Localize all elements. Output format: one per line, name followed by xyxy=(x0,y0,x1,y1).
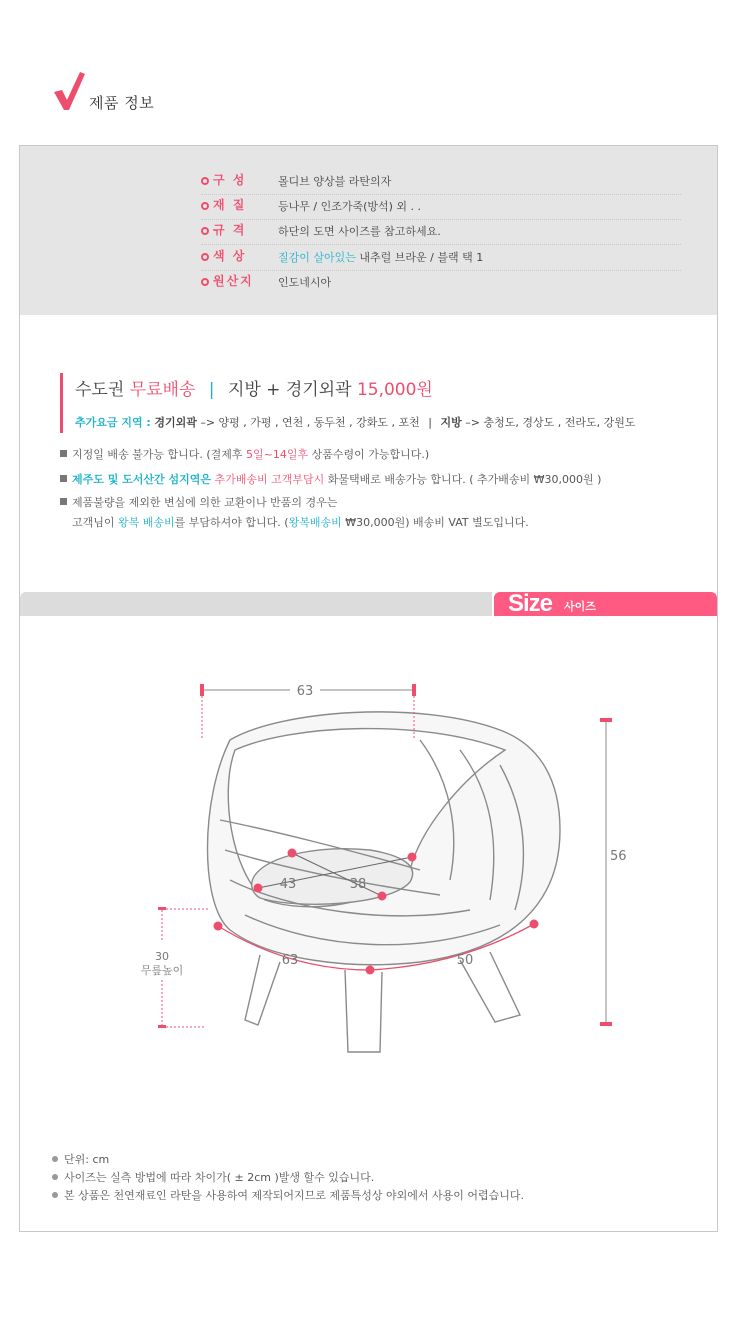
dim-height-label: 56 xyxy=(610,849,627,864)
spec-value: 몰디브 양상블 라탄의자 xyxy=(278,175,392,188)
note-text: 화물택배로 배송가능 합니다. ( 추가배송비 ₩30,000원 ) xyxy=(324,473,602,486)
bullet-icon xyxy=(201,202,209,210)
bullet-icon xyxy=(201,227,209,235)
extra-fee-label: 추가요금 지역 : xyxy=(75,416,151,429)
extra-region-provinces: 지방 xyxy=(440,416,462,429)
bullet-icon xyxy=(201,278,209,286)
bullet-icon xyxy=(201,253,209,261)
spec-value: 인도네시아 xyxy=(278,276,332,289)
note-text: 상품수령이 가능합니다.) xyxy=(308,448,430,461)
footnote-text: 사이즈는 실측 방법에 따라 차이가( ± 2cm )발생 할수 있습니다. xyxy=(64,1171,375,1184)
note-highlight: 5일~14일후 xyxy=(246,448,309,461)
note-highlight: 추가배송비 고객부담시 xyxy=(211,473,325,486)
note-highlight: 왕복배송비 xyxy=(288,516,342,529)
shipping-region-other: 지방 + 경기외곽 xyxy=(227,380,352,400)
separator: | xyxy=(428,416,432,429)
note-text: 지정일 배송 불가능 합니다. (결제후 xyxy=(72,448,247,461)
chair-dimension-diagram xyxy=(120,670,640,1090)
note-highlight: 왕복 배송비 xyxy=(118,516,175,529)
spec-label: 재 질 xyxy=(213,198,247,212)
dim-top-width-label: 63 xyxy=(296,684,314,699)
free-shipping-text: 무료배송 xyxy=(129,380,196,400)
spec-value: 하단의 도면 사이즈를 참고하세요. xyxy=(278,225,441,238)
extra-list-provinces: –> 충청도, 경상도 , 전라도, 강원도 xyxy=(461,416,636,429)
dim-side-arc-label: 50 xyxy=(456,953,474,968)
spec-row-composition xyxy=(201,170,681,195)
spec-row-size xyxy=(201,220,681,245)
size-tab xyxy=(494,592,717,616)
spec-value: 등나무 / 인조가죽(방석) 외 . . xyxy=(278,200,422,213)
spec-row-origin xyxy=(201,271,681,295)
rattan-chair-drawing xyxy=(208,712,561,1052)
size-title-en: Size xyxy=(508,590,553,617)
square-bullet-icon xyxy=(60,475,67,482)
dim-front-arc-label: 63 xyxy=(281,953,299,968)
footnote-material xyxy=(52,1187,524,1203)
note-text: 고객님이 xyxy=(72,516,119,529)
square-bullet-icon xyxy=(60,498,67,505)
shipping-headline xyxy=(75,375,433,400)
spec-value xyxy=(278,249,483,265)
note-text: 를 부담하셔야 합니다. ( xyxy=(174,516,289,529)
extra-region-gyeonggi: 경기외곽 xyxy=(154,416,197,429)
dim-seat-depth-label: 43 xyxy=(279,877,297,892)
footnote-text: 단위: cm xyxy=(64,1153,110,1166)
square-bullet-icon xyxy=(60,450,67,457)
section-title: 제품 정보 xyxy=(89,94,155,112)
footnote-text: 본 상품은 천연재료인 라탄을 사용하여 제작되어지므로 제품특성상 야외에서 사용이 어렵습니다. xyxy=(64,1189,525,1202)
note-return-fee xyxy=(72,514,529,530)
dimension-height xyxy=(600,718,627,1026)
shipping-price: 15,000원 xyxy=(356,380,433,400)
size-bar-gray xyxy=(20,592,492,616)
checkmark-icon xyxy=(52,70,86,112)
note-return-policy xyxy=(60,494,337,510)
shipping-accent-bar xyxy=(60,373,63,433)
dot-bullet-icon xyxy=(52,1156,58,1162)
shipping-region-capital: 수도권 xyxy=(75,380,125,400)
note-text: 제품불량을 제외한 변심에 의한 교환이나 반품의 경우는 xyxy=(72,496,338,509)
dot-bullet-icon xyxy=(52,1174,58,1180)
footnote-tolerance xyxy=(52,1169,374,1185)
spec-label: 원산지 xyxy=(213,274,254,288)
spec-row-material xyxy=(201,195,681,220)
extra-list-gyeonggi: –> 양평 , 가평 , 연천 , 동두천 , 강화도 , 포천 xyxy=(196,416,420,429)
spec-label: 색 상 xyxy=(213,249,247,263)
size-title-ko: 사이즈 xyxy=(564,600,596,613)
note-island-shipping xyxy=(60,471,601,487)
spec-label: 구 성 xyxy=(213,173,247,187)
note-delivery-date xyxy=(60,446,429,462)
dot-bullet-icon xyxy=(52,1192,58,1198)
dim-knee-label: 무릎높이 xyxy=(140,964,184,977)
extra-fee-regions xyxy=(75,414,635,430)
bullet-icon xyxy=(201,177,209,185)
footnote-unit xyxy=(52,1151,109,1167)
note-text: ₩30,000원) 배송비 VAT 별도입니다. xyxy=(341,516,529,529)
dim-seat-width-label: 38 xyxy=(349,877,367,892)
note-highlight: 제주도 및 도서산간 섬지역은 xyxy=(72,473,211,486)
dim-knee-value: 30 xyxy=(155,950,169,963)
spec-label: 규 격 xyxy=(213,223,247,237)
color-highlight: 질감이 살아있는 xyxy=(278,251,356,264)
color-value: 내추럴 브라운 / 블랙 택 1 xyxy=(355,251,484,264)
dimension-knee-height xyxy=(141,907,208,1028)
spec-row-color xyxy=(201,246,681,271)
separator: | xyxy=(208,380,215,400)
